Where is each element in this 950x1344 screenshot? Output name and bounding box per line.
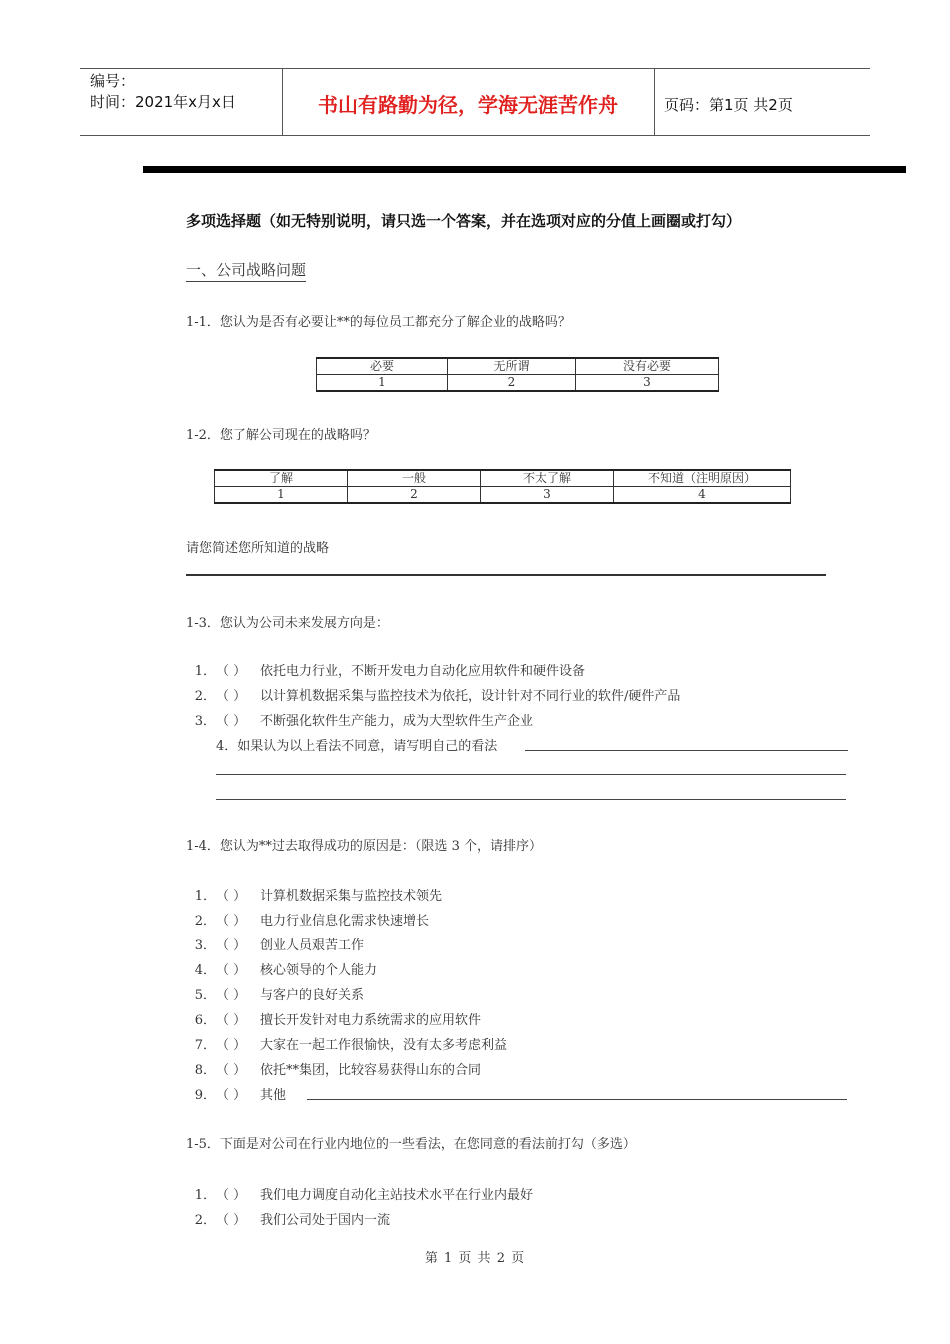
choice-item [186, 1184, 533, 1203]
choice-item [186, 885, 442, 904]
choice-item [186, 1084, 286, 1103]
choice-text: 以计算机数据采集与监控技术为依托，设计针对不同行业的软件/硬件产品 [260, 689, 681, 704]
choice-item [186, 910, 429, 929]
choice-item [186, 1034, 507, 1053]
choice-text: 其他 [260, 1088, 287, 1103]
option-score[interactable]: 3 [481, 487, 614, 504]
header-motto: 书山有路勤为径，学海无涯苦作舟 [318, 93, 618, 117]
choice-number: 2． [194, 1213, 216, 1228]
choice-text: 不断强化软件生产能力，成为大型软件生产企业 [260, 714, 534, 729]
choice-text: 核心领导的个人能力 [260, 963, 378, 978]
choice-checkbox[interactable]: （ ） [216, 988, 247, 1003]
choice-checkbox[interactable]: （ ） [216, 938, 247, 953]
option-label: 没有必要 [576, 358, 719, 375]
document-date: 时间：2021年x月x日 [90, 93, 236, 111]
answer-line[interactable] [216, 774, 846, 775]
choice-checkbox[interactable]: （ ） [216, 1088, 247, 1103]
choice-item [186, 660, 585, 679]
option-score[interactable]: 2 [448, 375, 576, 392]
header-page-number: 页码：第1页 共2页 [664, 96, 793, 114]
choice-item [186, 685, 680, 704]
choice-item [186, 984, 364, 1003]
section-heading: 一、公司战略问题 [186, 259, 306, 282]
choice-checkbox[interactable]: （ ） [216, 714, 247, 729]
option-score[interactable]: 1 [317, 375, 448, 392]
option-label: 不太了解 [481, 470, 614, 487]
question-1-1-options-table [316, 357, 719, 392]
choice-number: 7． [194, 1038, 216, 1053]
choice-number: 2． [194, 689, 216, 704]
choice-number: 8． [194, 1063, 216, 1078]
question-1-2: 1-2．您了解公司现在的战略吗？ [186, 428, 376, 443]
option-label: 了解 [215, 470, 348, 487]
header-bottom-border [80, 135, 870, 136]
choice-number: 5． [194, 988, 216, 1003]
choice-checkbox[interactable]: （ ） [216, 914, 247, 929]
choice-item [186, 959, 377, 978]
choice-checkbox[interactable]: （ ） [216, 1063, 247, 1078]
choice-text: 大家在一起工作很愉快，没有太多考虑利益 [260, 1038, 508, 1053]
choice-item [186, 1009, 481, 1028]
option-label: 不知道（注明原因） [614, 470, 791, 487]
choice-number: 2． [194, 914, 216, 929]
question-1-4: 1-4．您认为**过去取得成功的原因是：（限选 3 个，请排序） [186, 839, 542, 854]
choice-item [186, 710, 533, 729]
question-1-2-options-table [214, 469, 791, 504]
answer-line[interactable] [216, 799, 846, 800]
option-score[interactable]: 3 [576, 375, 719, 392]
choice-checkbox[interactable]: （ ） [216, 1213, 247, 1228]
choice-number: 3． [194, 714, 216, 729]
choice-checkbox[interactable]: （ ） [216, 1188, 247, 1203]
choice-text: 依托**集团，比较容易获得山东的合同 [260, 1063, 482, 1078]
choice-checkbox[interactable]: （ ） [216, 1038, 247, 1053]
option-score[interactable]: 2 [348, 487, 481, 504]
choice-number: 1． [194, 1188, 216, 1203]
option-label: 无所谓 [448, 358, 576, 375]
choice-number: 1． [194, 889, 216, 904]
choice-text: 与客户的良好关系 [260, 988, 365, 1003]
choice-checkbox[interactable]: （ ） [216, 889, 247, 904]
header-top-border [80, 68, 870, 69]
document-number-label: 编号： [90, 72, 136, 90]
page-footer: 第 1 页 共 2 页 [424, 1251, 526, 1266]
choice-text: 我们公司处于国内一流 [260, 1213, 391, 1228]
choice-checkbox[interactable]: （ ） [216, 1013, 247, 1028]
choice-number: 1． [194, 664, 216, 679]
choice-number: 3． [194, 938, 216, 953]
answer-line[interactable] [525, 750, 848, 751]
choice-text: 擅长开发针对电力系统需求的应用软件 [260, 1013, 482, 1028]
header-meta [90, 71, 236, 113]
question-1-1: 1-1．您认为是否有必要让**的每位员工都充分了解企业的战略吗？ [186, 315, 571, 330]
choice-item [186, 934, 364, 953]
choice-number: 6． [194, 1013, 216, 1028]
question-1-5: 1-5．下面是对公司在行业内地位的一些看法，在您同意的看法前打勾（多选） [186, 1137, 636, 1152]
choice-text: 创业人员艰苦工作 [260, 938, 365, 953]
page-title: 多项选择题（如无特别说明，请只选一个答案，并在选项对应的分值上画圈或打勾） [186, 212, 742, 230]
choice-checkbox[interactable]: （ ） [216, 664, 247, 679]
choice-item [186, 1209, 390, 1228]
option-label: 一般 [348, 470, 481, 487]
answer-line[interactable] [186, 574, 826, 576]
choice-text: 计算机数据采集与监控技术领先 [260, 889, 443, 904]
choice-text: 依托电力行业，不断开发电力自动化应用软件和硬件设备 [260, 664, 586, 679]
option-label: 必要 [317, 358, 448, 375]
choice-text: 我们电力调度自动化主站技术水平在行业内最好 [260, 1188, 534, 1203]
option-score[interactable]: 4 [614, 487, 791, 504]
strategy-followup-prompt: 请您简述您所知道的战略 [186, 541, 330, 556]
option-score[interactable]: 1 [215, 487, 348, 504]
header-rule [143, 166, 906, 173]
answer-line[interactable] [307, 1099, 847, 1100]
choice-checkbox[interactable]: （ ） [216, 963, 247, 978]
choice-checkbox[interactable]: （ ） [216, 689, 247, 704]
choice-item [186, 1059, 481, 1078]
choice-text: 电力行业信息化需求快速增长 [260, 914, 430, 929]
choice-number: 9． [194, 1088, 216, 1103]
question-1-3: 1-3．您认为公司未来发展方向是： [186, 616, 389, 631]
header-divider [654, 68, 655, 135]
choice-item-other-opinion: 4．如果认为以上看法不同意，请写明自己的看法 [216, 739, 498, 754]
choice-number: 4． [194, 963, 216, 978]
